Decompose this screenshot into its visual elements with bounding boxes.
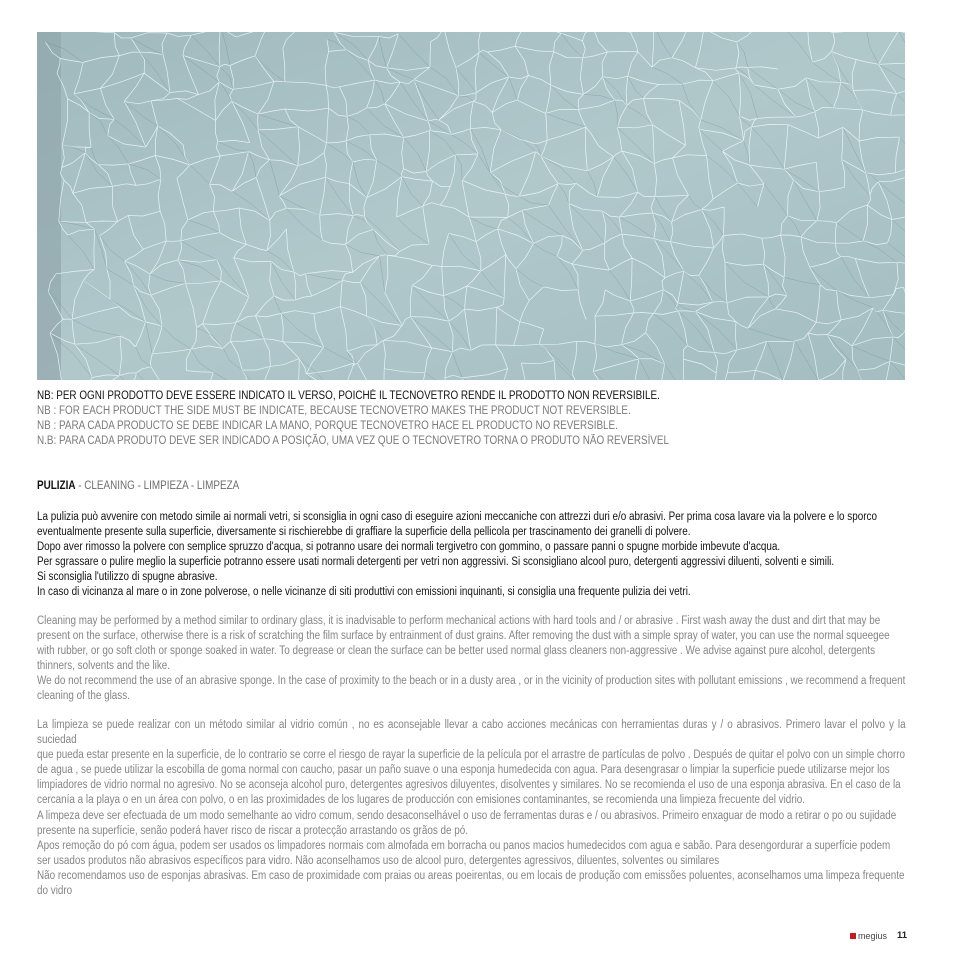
text-line: cercanía a la playa o en un área con polvo, o en las proximidades de los lugares de producción con emisiones contaminantes, se recomienda una limpieza frecuente del vidrio. [37,794,806,806]
text-line: de agua , se puede utilizar la escobilla de goma normal con caucho, pasar un paño suave o una esponja humedecida con agua. Para desengrasar o limpiar la superficie puede utilizarse mejor los [37,764,890,776]
text-line: We do not recommend the use of an abrasive sponge. In the case of proximity to the beach or in a dusty area , or in the vicinity of production sites with pollutant emissions , we recommend a frequent [37,675,906,687]
page-number: 11 [896,930,907,941]
brand-name: megius [857,930,887,941]
text-line: La limpieza se puede realizar con un método similar al vidrio común , no es aconsejable llevar a cabo acciones mecánicas con herramientas duras y / o abrasivos. Primero lavar el polvo y la suciedad [37,719,906,746]
cracked-glass-image [37,32,905,380]
glass-surface [37,32,905,380]
text-line: ser usados produtos não abrasivos específicos para vidro. Não aconselhamos uso de alcool puro, detergentes agressivos, diluentes, solventes ou similares [37,855,720,867]
text-line: present on the surface, otherwise there is a risk of scratching the film surface by entrainment of dust grains. After removing the dust with a simple spray of water, you can use the normal squeegee [37,630,890,642]
section-title: PULIZIA [37,480,76,492]
text-line: La pulizia può avvenire con metodo simile ai normali vetri, si sconsiglia in ogni caso di eseguire azioni meccaniche con attrezzi duri e/o abrasivi. Per prima cosa lavare via la polvere e lo sporco [37,511,877,523]
text-line: que pueda estar presente en la superficie, de lo contrario se corre el riesgo de rayar la superficie de la película por el arrastre de partículas de polvo . Después de quitar el polvo con un simple chorro [37,749,906,761]
cleaning-paragraph-portuguese [37,809,906,899]
text-line: A limpeza deve ser efectuada de um modo semelhante ao vidro comum, sendo desaconselhável o uso de ferramentas duras e / ou abrasivos. Primeiro enxaguar de modo a retirar o po ou sujidade [37,810,897,822]
text-line: Cleaning may be performed by a method similar to ordinary glass, it is inadvisable to perform mechanical actions with hard tools and / or abrasive . First wash away the dust and dirt that may be [37,615,881,627]
text-line: presente na superfície, senão poderá haver risco de riscar a protecção arrastando os grãos de pó. [37,825,469,837]
note-spanish: NB : PARA CADA PRODUCTO SE DEBE INDICAR LA MANO, PORQUE TECNOVETRO HACE EL PRODUCTO NO REVERSIBLE. [37,420,618,432]
cleaning-paragraph-spanish [37,718,906,808]
text-line: eventualmente presente sulla superficie, diversamente si rischierebbe di graffiare la superficie della pellicola per trascinamento dei granelli di polvere. [37,526,691,538]
text-line: do vidro [37,885,73,897]
note-italian: NB: PER OGNI PRODOTTO DEVE ESSERE INDICATO IL VERSO, POICHÉ IL TECNOVETRO RENDE IL PRODOTTO NON REVERSIBILE. [37,390,660,402]
text-line: Per sgrassare o pulire meglio la superficie potranno essere usati normali detergenti per vetri non aggressivi. Si sconsigliano alcool puro, detergenti aggressivi diluenti, solventi e simili. [37,556,835,568]
text-line: Dopo aver rimosso la polvere con semplice spruzzo d'acqua, si potranno usare dei normali tergivetro con gommino, o passare panni o spugne morbide imbevute d'acqua. [37,541,781,553]
glass-frame-edge [37,32,61,380]
note-portuguese: N.B: PARA CADA PRODUTO DEVE SER INDICADO A POSIÇÃO, UMA VEZ QUE O TECNOVETRO TORNA O PRODUTO NÃO REVERSÍVEL [37,435,670,447]
text-line: with rubber, or go soft cloth or sponge soaked in water. To degrease or clean the surface can be better used normal glass cleaners non-aggressive . We advise against pure alcohol, detergents [37,645,876,657]
text-line: Apos remoção do pó com água, podem ser usados os limpadores normais com almofada em borracha ou panos macios humedecidos com agua e sabão. Para desengordurar a superfície podem [37,840,891,852]
page-footer [850,930,907,941]
brand-mark-icon [850,933,856,939]
text-line: In caso di vicinanza al mare o in zone polverose, o nelle vicinanze di siti produttivi con emissioni inquinanti, si consiglia una frequente pulizia dei vetri. [37,586,691,598]
text-line: limpiadores de vidrio normal no agresivo. No se aconseja alcohol puro, detergentes agresivos diluyentes, disolventes y similares. No se recomienda el uso de una esponja abrasiva. En el caso de la [37,779,901,791]
orientation-notes [37,389,917,449]
text-line: thinners, solvents and the like. [37,660,171,672]
cracked-glass-photo [37,32,905,380]
section-subtitle: - CLEANING - LIMPIEZA - LIMPEZA [75,480,240,492]
cleaning-paragraph-english [37,614,906,704]
text-line: cleaning of the glass. [37,690,130,702]
note-english: NB : FOR EACH PRODUCT THE SIDE MUST BE INDICATE, BECAUSE TECNOVETRO MAKES THE PRODUCT NOT REVERSIBLE. [37,405,631,417]
section-heading [37,479,239,494]
text-line: Não recomendamos uso de esponjas abrasivas. Em caso de proximidade com praias ou areas poeirentas, ou em locais de produção com emissões poluentes, aconselhamos uma limpeza frequente [37,870,905,882]
brand-logo [850,931,887,941]
cleaning-paragraph-italian [37,510,906,600]
text-line: Si sconsiglia l'utilizzo di spugne abrasive. [37,571,218,583]
